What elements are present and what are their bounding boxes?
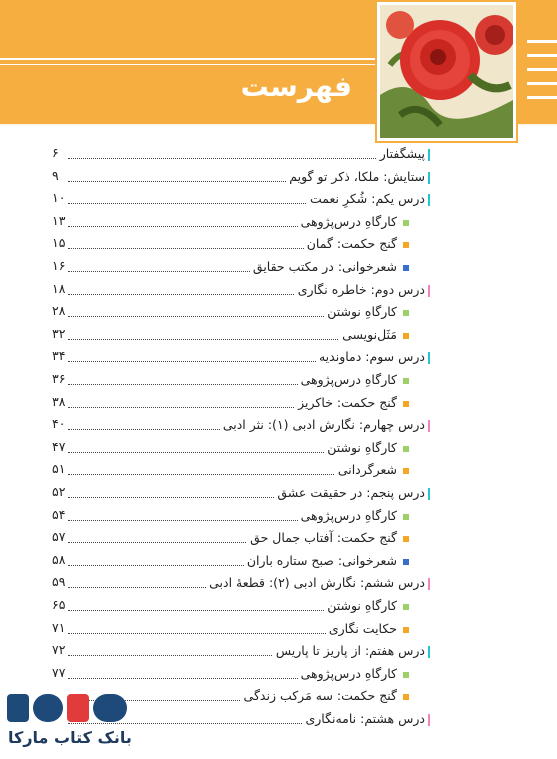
toc-page-number: ۴۰ [52, 416, 66, 432]
toc-title: درس سوم: دماوندیه [316, 349, 428, 364]
bullet-icon [403, 401, 409, 407]
toc-page-number: ۶ [52, 145, 59, 160]
toc-page-number: ۳۸ [52, 393, 66, 409]
toc-page-number: ۳۲ [52, 325, 66, 341]
toc-page-number: ۵۷ [52, 529, 66, 545]
toc-page-number: ۵۲ [52, 484, 66, 499]
toc-page-number: ۱۵ [52, 235, 66, 251]
toc-page-number: ۱۳ [52, 212, 66, 228]
toc-row [0, 326, 557, 348]
bullet-icon [403, 559, 409, 565]
toc-title: مَثَل‌نویسی [339, 327, 400, 342]
toc-row [0, 507, 557, 529]
bullet-icon [403, 514, 409, 520]
toc-page-number: ۵۱ [52, 461, 66, 477]
toc-page-number: ۱۶ [52, 258, 66, 273]
toc-page-number: ۵۸ [52, 551, 66, 567]
toc-row [0, 371, 557, 393]
bullet-icon [403, 468, 409, 474]
toc-title: گنج حکمت: آفتاب جمال حق [247, 530, 400, 545]
toc-row [0, 416, 557, 438]
toc-page-number: ۳۴ [52, 348, 66, 364]
toc-title: حکایت نگاری [326, 621, 400, 636]
toc-title: درس هفتم: از پاریز تا پاریس [273, 643, 428, 658]
toc-title: کارگاهِ درس‌پژوهی [298, 508, 400, 523]
page-title: فهرست [240, 70, 352, 103]
toc-page-number: ۱۰ [52, 190, 66, 206]
toc-title: درس یکم: شُکرِ نعمت [307, 191, 428, 206]
toc-page-number: ۳۶ [52, 371, 66, 386]
toc-page-number: ۹ [52, 167, 59, 183]
toc-row [0, 235, 557, 257]
toc-title: کارگاهِ نوشتن [324, 304, 400, 319]
toc-page-number: ۶۵ [52, 597, 66, 612]
toc-title: گنج حکمت: خاکریز [295, 395, 400, 410]
toc-page-number: ۱۸ [52, 280, 66, 296]
flower-illustration [380, 5, 513, 138]
toc-row [0, 394, 557, 416]
toc-row [0, 597, 557, 619]
toc-title: کارگاهِ نوشتن [324, 440, 400, 455]
header-lines [0, 58, 380, 65]
toc-row [0, 145, 557, 167]
toc-row [0, 258, 557, 280]
toc-title: کارگاهِ درس‌پژوهی [298, 372, 400, 387]
toc-title: گنج حکمت: گمان [304, 236, 400, 251]
bullet-icon [403, 627, 409, 633]
bullet-icon [403, 378, 409, 384]
toc-row [0, 574, 557, 596]
bullet-icon [403, 333, 409, 339]
bullet-icon [403, 220, 409, 226]
toc-row [0, 552, 557, 574]
toc-page-number: ۷۲ [52, 642, 66, 658]
flower-image [377, 2, 516, 141]
toc-row [0, 281, 557, 303]
toc-row [0, 348, 557, 370]
toc-title: شعرگردانی [335, 462, 400, 477]
toc-title: ستایش: ملکا، ذکر تو گویم [286, 169, 428, 184]
marka-logo [5, 688, 133, 728]
toc-title: پیشگفتار [377, 146, 428, 161]
toc-row [0, 168, 557, 190]
header-stripes [527, 40, 557, 110]
leader-dots [68, 158, 418, 159]
toc-page-number: ۲۸ [52, 303, 66, 319]
toc-row [0, 213, 557, 235]
toc-row [0, 439, 557, 461]
toc-title: شعرخوانی: صبح ستاره باران [244, 553, 400, 568]
toc-title: درس هشتم: نامه‌نگاری [302, 711, 428, 726]
toc-page-number: ۷۷ [52, 664, 66, 680]
bullet-icon [403, 694, 409, 700]
bullet-icon [403, 265, 409, 271]
toc-title: درس ششم: نگارش ادبی (۲): قطعهٔ ادبی [206, 575, 428, 590]
toc-title: گنج حکمت: سه مَرکب زندگی [241, 688, 400, 703]
bullet-icon [403, 672, 409, 678]
toc-row [0, 303, 557, 325]
toc-title: کارگاهِ درس‌پژوهی [298, 214, 400, 229]
toc-row [0, 620, 557, 642]
toc-title: کارگاهِ نوشتن [324, 598, 400, 613]
toc-row [0, 529, 557, 551]
toc-page-number: ۵۹ [52, 574, 66, 590]
toc-title: کارگاهِ درس‌پژوهی [298, 666, 400, 681]
toc-title: درس چهارم: نگارش ادبی (۱): نثر ادبی [220, 417, 428, 432]
toc-row [0, 642, 557, 664]
bullet-icon [403, 604, 409, 610]
toc-row [0, 461, 557, 483]
toc-title: درس دوم: خاطره نگاری [295, 282, 428, 297]
toc-page-number: ۷۱ [52, 619, 66, 635]
bullet-icon [403, 446, 409, 452]
toc-row [0, 665, 557, 687]
watermark-text: بانک کتاب مارکا [8, 728, 132, 747]
bullet-icon [403, 536, 409, 542]
toc-title: شعرخوانی: در مکتب حقایق [250, 259, 400, 274]
bullet-icon [403, 242, 409, 248]
bullet-icon [403, 310, 409, 316]
toc-page-number: ۵۴ [52, 506, 66, 522]
toc-page-number: ۴۷ [52, 438, 66, 454]
toc-row [0, 484, 557, 506]
toc-title: درس پنجم: در حقیقت عشق [274, 485, 428, 500]
toc-row [0, 190, 557, 212]
